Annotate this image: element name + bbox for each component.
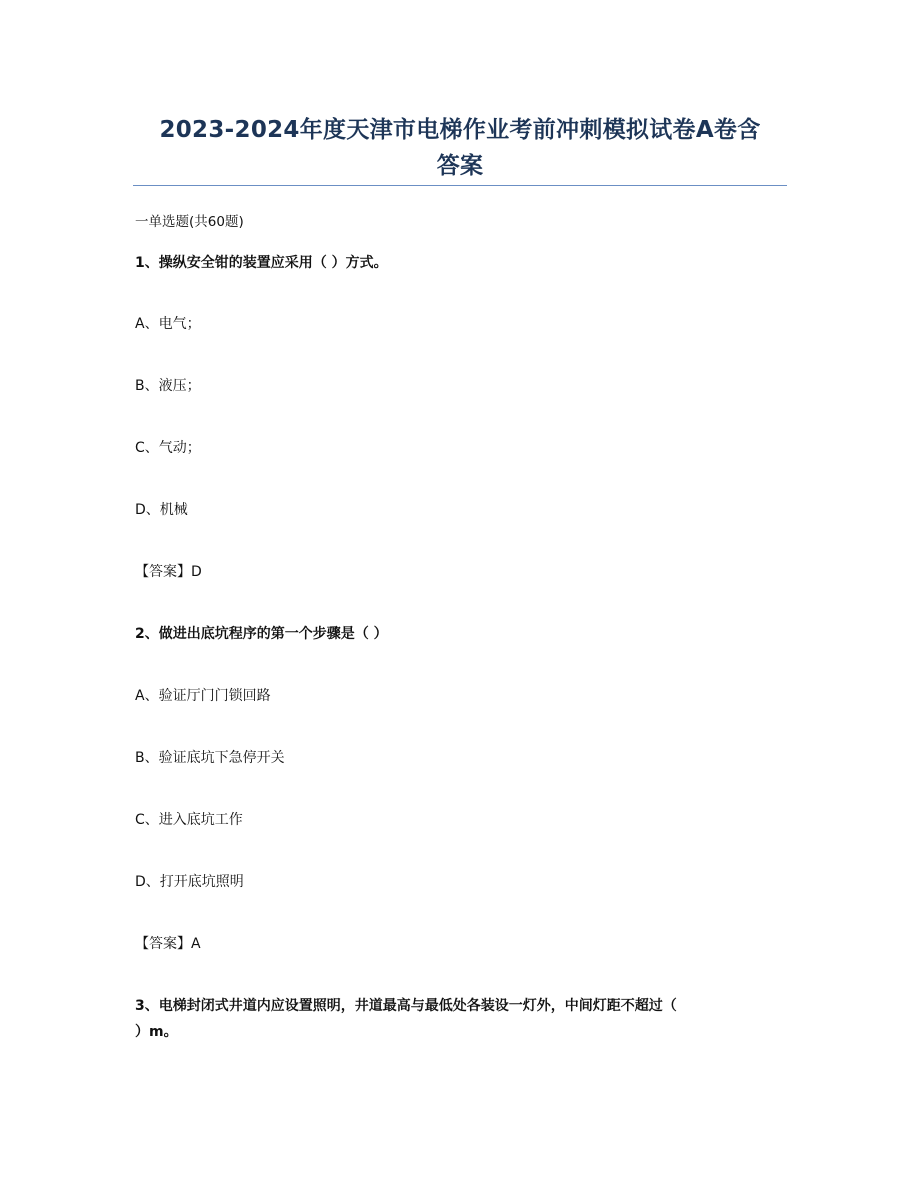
question-2-option-a: A、验证厅门门锁回路: [135, 688, 271, 704]
question-2-option-c: C、进入底坑工作: [135, 812, 243, 828]
question-1-option-b: B、液压；: [135, 378, 201, 394]
document-title-line-1: 2023-2024年度天津市电梯作业考前冲刺模拟试卷A卷含: [159, 117, 761, 143]
question-2-option-d: D、打开底坑照明: [135, 874, 244, 890]
title-divider: [133, 185, 787, 186]
document-title: [133, 112, 787, 184]
question-1-option-c: C、气动；: [135, 440, 201, 456]
question-1-answer: 【答案】D: [135, 564, 202, 580]
question-3-stem-line-1: 3、电梯封闭式井道内应设置照明，井道最高与最低处各装设一灯外，中间灯距不超过（: [135, 998, 677, 1014]
question-2-stem: 2、做进出底坑程序的第一个步骤是（ ）: [135, 626, 388, 642]
question-1-option-a: A、电气；: [135, 316, 201, 332]
question-2-answer: 【答案】A: [135, 936, 201, 952]
question-1-stem: 1、操纵安全钳的装置应采用（ ）方式。: [135, 255, 388, 271]
document-title-line-2: 答案: [436, 153, 484, 179]
question-1-option-d: D、机械: [135, 502, 188, 518]
question-2-option-b: B、验证底坑下急停开关: [135, 750, 285, 766]
question-3-stem-line-2: ）m。: [135, 1024, 178, 1040]
section-label: 一单选题(共60题): [135, 214, 244, 230]
